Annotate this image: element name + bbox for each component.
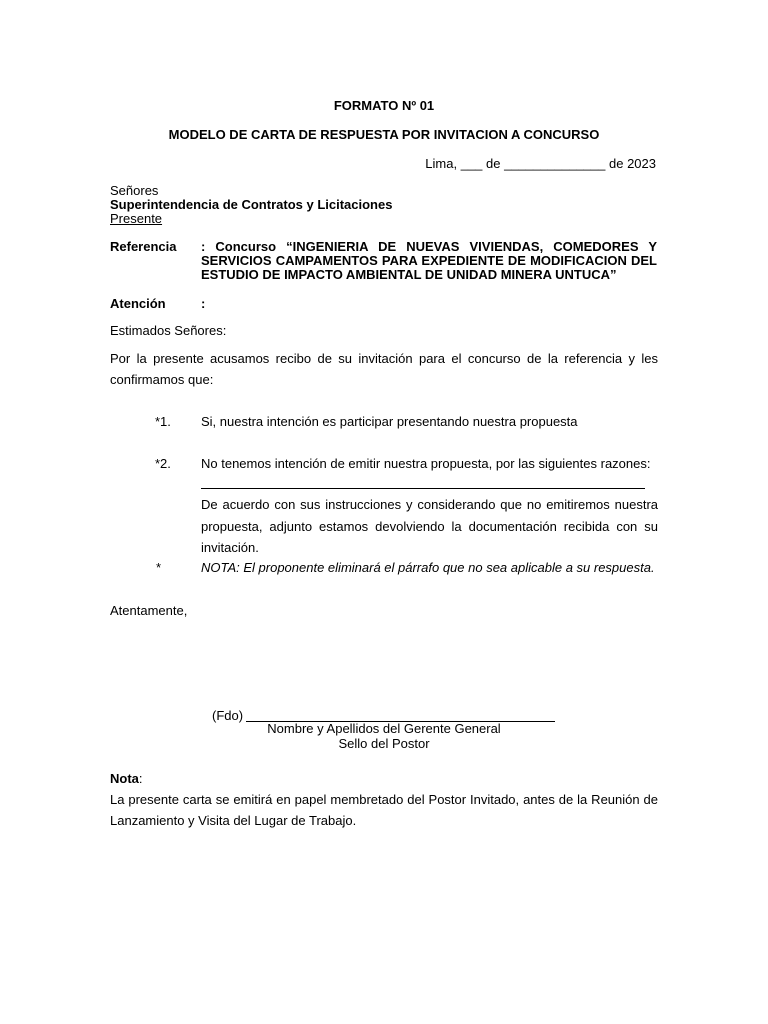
footer-note-line-1: La presente carta se emitirá en papel membretado del Postor Invitado, antes de la Reunión de: [110, 792, 658, 807]
date-year: de 2023: [609, 156, 656, 171]
recipient-salutation: Señores: [110, 183, 159, 198]
date-line: [425, 156, 656, 171]
option-1-marker: *1.: [155, 414, 171, 429]
document-subtitle: MODELO DE CARTA DE RESPUESTA POR INVITACION A CONCURSO: [168, 127, 600, 142]
option-1-text: Si, nuestra intención es participar presentando nuestra propuesta: [201, 414, 578, 429]
attention-colon: :: [201, 296, 206, 311]
footer-note-line-2: Lanzamiento y Visita del Lugar de Trabajo.: [110, 813, 357, 828]
intro-line-1: Por la presente acusamos recibo de su invitación para el concurso de la referencia y les: [110, 351, 658, 366]
date-de-label: de: [486, 156, 501, 171]
attention-label: Atención: [110, 296, 166, 311]
reasons-blank-line: [201, 478, 645, 489]
recipient-organization: Superintendencia de Contratos y Licitaciones: [110, 197, 393, 212]
intro-line-2: confirmamos que:: [110, 372, 214, 387]
reference-line-2: SERVICIOS CAMPAMENTOS PARA EXPEDIENTE DE MODIFICACION DEL: [201, 253, 657, 268]
date-month-blank: ______________: [504, 156, 606, 171]
signature-prefix: (Fdo): [212, 708, 244, 723]
recipient-presente: Presente: [110, 211, 163, 226]
signature-name-label: Nombre y Apellidos del Gerente General: [267, 721, 501, 736]
option-2-continuation-2: propuesta, adjunto estamos devolviendo la documentación recibida con su: [201, 519, 658, 534]
reference-line-3: ESTUDIO DE IMPACTO AMBIENTAL DE UNIDAD MINERA UNTUCA”: [201, 267, 617, 282]
option-2-continuation-1: De acuerdo con sus instrucciones y considerando que no emitiremos nuestra: [201, 497, 658, 512]
reference-line-1: : Concurso “INGENIERIA DE NUEVAS VIVIENDAS, COMEDORES Y: [201, 239, 657, 254]
document-title: FORMATO Nº 01: [333, 98, 435, 113]
note-text: NOTA: El proponente eliminará el párrafo que no sea aplicable a su respuesta.: [201, 560, 655, 575]
footer-note-heading: [110, 771, 143, 786]
reference-label: Referencia: [110, 239, 177, 254]
closing: Atentamente,: [110, 603, 188, 618]
date-city: Lima,: [425, 156, 458, 171]
footer-note-label: Nota: [110, 771, 139, 786]
signature-seal-label: Sello del Postor: [338, 736, 430, 751]
date-day-blank: ___: [460, 156, 483, 171]
option-2-continuation-3: invitación.: [201, 540, 259, 555]
footer-note-colon: :: [138, 771, 143, 786]
option-2-text: No tenemos intención de emitir nuestra propuesta, por las siguientes razones:: [201, 456, 651, 471]
greeting: Estimados Señores:: [110, 323, 227, 338]
note-marker: *: [156, 560, 162, 575]
option-2-marker: *2.: [155, 456, 171, 471]
